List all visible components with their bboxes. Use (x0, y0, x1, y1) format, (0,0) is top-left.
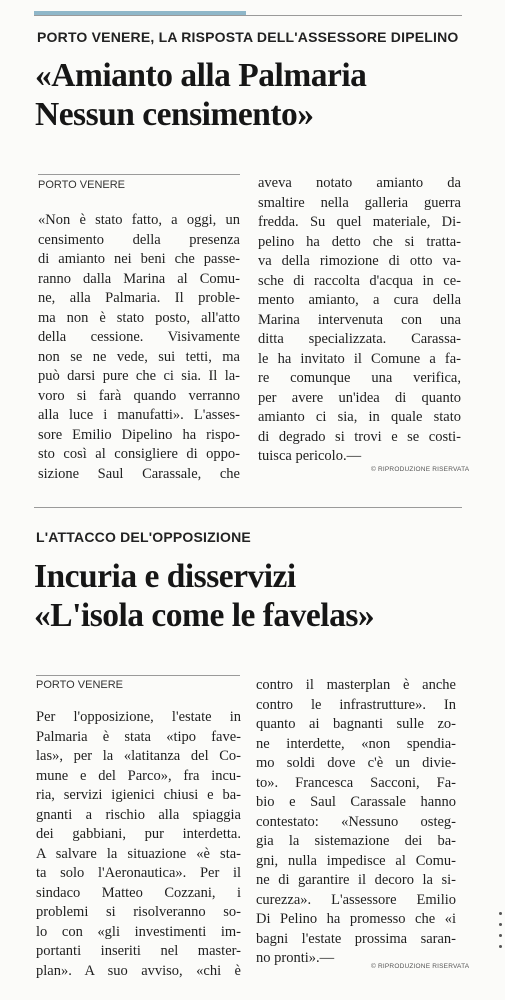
text-line: to». Francesca Sacconi, Fa- (256, 774, 456, 791)
text-line: smaltire nella galleria guerra (258, 194, 461, 211)
text-line: di amianto nei beni che passe- (38, 251, 240, 267)
article2-headline-line1: Incuria e disservizi (34, 558, 296, 595)
text-line: aveva notato amianto da (258, 175, 461, 191)
text-line: fredda. Su quel materiale, Di- (258, 214, 461, 230)
text-line: contro il masterplan è anche (256, 677, 456, 693)
text-line: gni, nulla impedisce al Comu- (256, 852, 456, 869)
article1-headline (35, 56, 366, 134)
text-line: contestato: «Nessuno osteg- (256, 813, 456, 830)
text-line: re comunque una verifica, (258, 370, 461, 386)
text-line: voro si farà quando verranno (38, 387, 240, 404)
article1-section-label: PORTO VENERE (38, 179, 126, 191)
text-line: Di Pelino ha promesso che «i (256, 911, 456, 927)
text-line: pelino ha detto che si tratta- (258, 233, 461, 250)
dot-mark (499, 923, 502, 926)
text-line: bagni l'estate prossima saran- (256, 930, 456, 947)
text-line: dei gabbiani, pur interdetta. (36, 826, 241, 842)
text-line: le ha invitato il Comune a fa- (258, 350, 461, 367)
dot-mark (499, 912, 502, 915)
text-line: portanti inseriti nel master- (36, 943, 241, 959)
article2-section-label: PORTO VENERE (36, 679, 124, 691)
text-line: Palmaria è stata «tipo fave- (36, 728, 241, 745)
text-line: curezza». L'assessore Emilio (256, 891, 456, 908)
text-line: non se ne vede, sui tetti, ma (38, 348, 240, 365)
article1-section-rule (38, 174, 240, 175)
text-line: ria, servizi igienici chiusi e ba- (36, 787, 241, 803)
text-line: gnanti a rischio alla spiaggia (36, 806, 241, 823)
article1-kicker: PORTO VENERE, LA RISPOSTA DELL'ASSESSORE DIPELINO (37, 29, 459, 45)
text-line: sche di raccolta d'acqua in ce- (258, 272, 461, 289)
text-line: mune e del Parco», fra incu- (36, 767, 241, 784)
text-line: A salvare la situazione «è sta- (36, 845, 241, 862)
text-line: alla luce i manufatti». L'asses- (38, 407, 240, 423)
article1-headline-line1: «Amianto alla Palmaria (35, 57, 367, 94)
text-line: censimento della presenza (38, 231, 240, 248)
text-line: sindaco Matteo Cozzani, i (36, 884, 241, 901)
text-line: può darsi pure che ci sia. Il la- (38, 368, 240, 384)
article1-copyright: © RIPRODUZIONE RISERVATA (371, 466, 470, 473)
text-line: sizione Saul Carassale, che (38, 465, 240, 482)
text-line: Per l'opposizione, l'estate in (36, 709, 241, 725)
article1-column-2 (258, 174, 461, 467)
article2-column-1 (36, 708, 241, 981)
text-line: ne, alla Palmaria. Il proble- (38, 290, 240, 306)
text-line: amianto ci sia, in quale stato (258, 409, 461, 425)
text-line: no pronti».— (256, 950, 335, 966)
article-divider-rule (34, 507, 462, 508)
text-line: quanto ai bagnanti sulle zo- (256, 716, 456, 732)
text-line: va della rimozione di otto va- (258, 253, 461, 269)
top-rule (34, 15, 462, 16)
text-line: gia la sistemazione dei ba- (256, 833, 456, 849)
text-line: per avere un'idea di quanto (258, 389, 461, 406)
text-line: di degrado si trovi e se costi- (258, 428, 461, 445)
text-line: tuisca pericolo.— (258, 448, 362, 464)
text-line: las», per la «latitanza del Co- (36, 748, 241, 764)
text-line: contro le infrastrutture». In (256, 696, 456, 713)
text-line: ma non è stato posto, all'atto (38, 309, 240, 326)
article2-headline-line2: «L'isola come le favelas» (34, 597, 375, 634)
dot-mark (499, 945, 502, 948)
text-line: mo soldi dove c'è un divie- (256, 755, 456, 771)
dot-mark (499, 934, 502, 937)
article2-section-rule (36, 675, 240, 676)
text-line: mento amianto, a cura della (258, 292, 461, 308)
text-line: ranno dalla Marina al Comu- (38, 270, 240, 287)
text-line: bio e Saul Carassale hanno (256, 794, 456, 810)
text-line: Marina intervenuta con una (258, 311, 461, 328)
text-line: ta solo l'Aeronautica». Per il (36, 865, 241, 881)
text-line: problemi si risolveranno so- (36, 904, 241, 920)
page-edge-dots (499, 912, 503, 956)
text-line: sto così al consigliere di oppo- (38, 446, 240, 462)
text-line: sore Emilio Dipelino ha rispo- (38, 426, 240, 443)
article2-headline (34, 557, 374, 635)
text-line: ditta specializzata. Carassa- (258, 331, 461, 347)
text-line: «Non è stato fatto, a oggi, un (38, 212, 240, 228)
text-line: ne di garantire il decoro la si- (256, 872, 456, 888)
article2-copyright: © RIPRODUZIONE RISERVATA (371, 963, 470, 970)
article1-headline-line2: Nessun censimento» (35, 96, 314, 133)
text-line: lo con «gli investimenti im- (36, 923, 241, 940)
text-line: plan». A suo avviso, «chi è (36, 962, 241, 979)
article1-column-1 (38, 211, 240, 484)
article2-column-2 (256, 676, 456, 969)
article2-kicker: L'ATTACCO DEL'OPPOSIZIONE (36, 529, 251, 545)
text-line: della cessione. Visivamente (38, 329, 240, 345)
text-line: ne interdette, «non spendia- (256, 735, 456, 752)
